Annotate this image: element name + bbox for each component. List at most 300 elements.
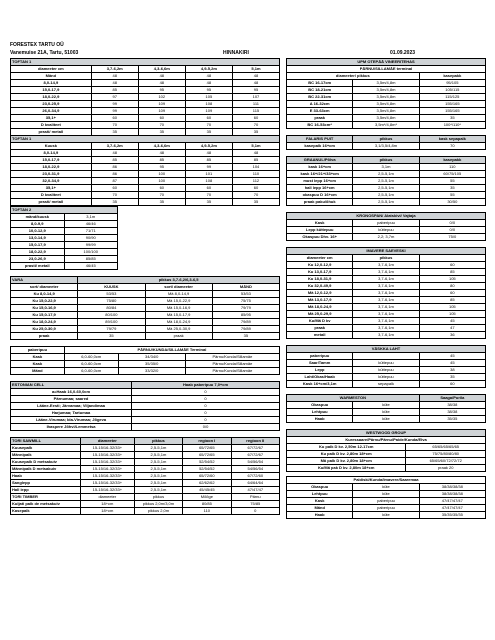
table-cell: 48 [91,80,138,87]
table-cell: 2,5-5,1m [353,199,419,206]
table-row [287,171,486,178]
column-header: diameeter [80,438,134,445]
table-cell: 52/54/52 [183,466,231,473]
table-cell: BC 18-21cm [287,87,353,94]
company-address: Vanemuise 21A, Tartu, 51003 [10,50,79,56]
table-cell: 3,7-6,1m [353,325,419,332]
section-subtitle: pikkus 3,7-6,2/6,3-6,5 [78,277,280,284]
table-row [287,269,486,276]
column-header: pikkus [353,136,419,143]
table-row [11,73,280,80]
table-cell: 35 [138,199,185,206]
table-cell: prasti/ metall [11,199,92,206]
table-cell: 15-15/16-32/33+ [80,459,134,466]
table-cell: 55 [419,178,485,185]
table-cell: Kask [11,354,65,361]
table-cell: 108 [185,178,232,185]
table-cell: 0/0 [419,227,485,234]
table-cell: 155/165 [419,108,485,115]
table-cell: 97 [91,94,138,101]
table-cell: Ku 18,0-24,9 [11,319,78,326]
table-cell: pikkus 2,0m/3,0m [134,501,182,508]
table-cell: küte [353,402,419,409]
table-cell: 35 [232,129,279,136]
table-cell: 115 [232,108,279,115]
table-cell: metall [287,332,353,339]
table-row [11,199,280,206]
table-row [11,164,280,171]
table-row [287,491,486,498]
table-cell: Ku 15,0-16,9 [11,305,78,312]
kronospan-table [286,212,486,241]
table-cell: 30/50 [419,199,485,206]
table-cell: 155/165 [419,101,485,108]
section-title: TOFTAN 2 [11,207,118,214]
table-cell: 10,0-12,9 [11,228,65,235]
table-cell: 79/89 [212,326,279,333]
table-row [11,192,280,199]
table-cell: TORI TIMBER [11,494,81,501]
section-subtitle: PÄRNU/SILLAMÄE terminal [287,66,486,73]
table-cell: 46/46 [64,221,118,228]
table-cell: BC 22-31cm [287,94,353,101]
column-header: sort/ diameeter [11,284,78,291]
table-cell: 3,7-6,1m [353,290,419,297]
table-cell: Okaspuu [287,484,353,491]
table-row [11,494,280,501]
table-row [287,416,486,423]
table-cell: 48 [232,150,279,157]
table-cell: 15,0-17,9 [11,242,65,249]
table-cell: Harjumaa; Tartumaa [11,410,132,417]
table-cell: 3,5m/4,8m [353,101,419,108]
section-title: TOFTAN 1 [11,136,280,143]
table-cell: 2,5-5,1m [353,171,419,178]
table-row [287,227,486,234]
table-cell: 15,0-17,9 [11,87,92,94]
table-cell: 48 [232,80,279,87]
table-cell: 2,5-5,1m [134,445,182,452]
table-cell: 100 [138,178,185,185]
table-cell: 60 [185,115,232,122]
column-header: PÄRNU/KUNDA/SILLAMÄE Terminal [64,347,279,354]
table-cell: 35 [78,333,145,340]
table-cell: Mä 12,0-12,9 [287,290,353,297]
table-cell: 48 [138,80,185,87]
table-cell: mänd/kuusk [11,214,65,221]
table-row [287,444,486,451]
table-cell: Haab [287,512,353,519]
table-row [11,221,118,228]
table-cell: Lehtpuu [287,491,353,498]
table-cell: 3,7-6,1m [353,311,419,318]
table-cell: küttepuu [353,227,419,234]
table-row [11,389,280,396]
table-row [287,157,486,164]
section-title: KRONOSPAN/ Alatskivi/ Vajtaja [287,213,486,220]
table-row [287,512,486,519]
table-row [11,417,280,424]
table-cell: 48 [91,150,138,157]
table-row [11,185,280,192]
column-header: pikkus [134,438,182,445]
table-cell: paberipuu [353,220,419,227]
vara-table [10,276,280,340]
table-cell: Kask [287,220,353,227]
table-cell: 85 [419,297,485,304]
table-row [11,319,280,326]
table-cell: Ku 18,0-31,9 [287,276,353,283]
table-cell: küte [353,512,419,519]
left-column [10,58,280,515]
column-header: diameeter cm [11,66,92,73]
column-header: 3,7-6,2m [91,66,138,73]
table-cell: Lääne-Virumaa; Ida-Virumaa; Jõgeva [11,417,132,424]
table-cell: 35,1+ [11,115,92,122]
table-cell: 100/100 [64,249,118,256]
table-row [287,94,486,101]
table-cell: 60 [91,185,138,192]
table-cell: 105/115 [419,87,485,94]
table-cell: Ku palk D kv. 2,80m 18+cm [287,451,406,458]
table-cell: Mõõge [183,494,231,501]
table-cell: 65/72/65 [183,452,231,459]
table-row [287,115,486,122]
table-cell: 108 [185,101,232,108]
table-cell: 47/47/47 [231,487,279,494]
table-row [287,374,486,381]
table-row [11,305,280,312]
table-cell: 2,5-5,1m [134,452,182,459]
table-cell: Männipalk D metsakuiv [11,466,81,473]
table-cell: 111 [232,101,279,108]
falaris-table [286,135,486,150]
table-cell: pikkus 2,0m [134,508,182,515]
table-cell: 53/53 [212,291,279,298]
table-cell: 38/38/38/38 [419,484,485,491]
table-cell: 45 [419,353,485,360]
table-cell: 45 [419,360,485,367]
table-cell: 109 [185,108,232,115]
toftan2-table [10,206,118,270]
table-cell: 15-15/16-32/33+ [80,445,134,452]
table-cell: Ku 13,0-17,9 [287,269,353,276]
table-cell: diameeter [80,494,134,501]
table-cell: 105 [419,276,485,283]
column-header: 3,7-6,2m [91,143,138,150]
table-cell: 3,7-6,1m [353,276,419,283]
table-cell: 70 [232,122,279,129]
table-cell: 6,0-60,0cm [64,354,118,361]
table-cell: 45/45/45 [183,487,231,494]
table-row [11,263,118,270]
table-row [11,424,280,431]
table-cell: 80 [419,283,485,290]
table-cell: 95 [185,87,232,94]
table-row [11,256,118,263]
table-cell: 26,0-34,9 [11,108,92,115]
table-cell: Mä 25,0-29,9 [287,311,353,318]
table-cell: Mänd [11,73,92,80]
table-row [287,409,486,416]
table-cell: Ku 32,0-49,9 [287,283,353,290]
table-cell: 0 [132,410,280,417]
table-cell: 0 [132,403,280,410]
table-cell: 55 [419,192,485,199]
table-cell: okaspuu D 16+cm [287,192,353,199]
table-cell: kask 16+/21+/33+cm [287,171,353,178]
table-cell: 23,0-31,9 [11,171,92,178]
table-cell: Pärnu/Kunda/Sillamäe [185,361,279,368]
table-row [287,283,486,290]
table-cell: 67/72/60 [231,473,279,480]
table-cell: BC 16-53cm* [287,122,353,129]
table-row [287,192,486,199]
column-header: 4,3-6,6m [138,66,185,73]
table-row [287,290,486,297]
table-cell: kasepakk [419,157,485,164]
table-cell: 48 [185,73,232,80]
table-cell: Ihaspere Jõhvi/Lemmetsa [11,424,132,431]
table-cell: 0 [132,389,280,396]
table-cell: 60 [138,185,185,192]
table-row [287,297,486,304]
table-cell: 54/56/54 [231,459,279,466]
table-cell: Ku 8,0-14,9 [11,291,78,298]
table-cell: Pärnu/Kunda/Sillamäe [185,354,279,361]
table-cell: 62/62/62 [183,480,231,487]
section-title: VARA [11,277,78,284]
table-cell: D kvaliteet [11,192,92,199]
table-cell: 85 [419,269,485,276]
table-cell: paberipuu [287,353,353,360]
table-cell: 3,7-6,1m [353,332,419,339]
table-cell: Kuljati palk de metsakuiv [11,501,81,508]
section-title: Paldiski/Kunda/Imavere/Saaremaa [287,477,486,484]
table-cell: 60/75/105 [419,171,485,178]
warmeston-table [286,394,486,423]
table-cell: 38/38/38/38 [419,491,485,498]
table-cell: 65/72/65 [183,445,231,452]
table-row [287,332,486,339]
column-header: regioon II [231,438,279,445]
table-cell: 23,0-26,9 [11,256,65,263]
table-cell: Lääne-Eesti; Järvamaa; Viljandimaa [11,403,132,410]
table-cell: praak 20 [406,465,486,472]
section-title: UPM OTEPÄÄ VINEERITEHAS [287,59,486,66]
table-cell: 67/72/67 [231,452,279,459]
table-cell: 104 [232,164,279,171]
table-cell: Kuusepalk [11,445,81,452]
table-cell: 70 [185,122,232,129]
table-row [11,171,280,178]
table-cell: 99 [91,101,138,108]
table-row [287,325,486,332]
table-cell: Ku 25,0-30,9 [11,326,78,333]
right-column [286,58,486,519]
table-cell: 35 [138,129,185,136]
table-cell: 15,0-17,9 [11,157,92,164]
table-cell: Kuusepalk D metsakuiv [11,459,81,466]
table-cell: pikkus [134,494,182,501]
graanul-table [286,156,486,206]
table-cell: 86 [91,164,138,171]
table-cell: Mä 18,0-24,9 [145,319,212,326]
table-row [11,473,280,480]
table-cell: 46/45 [64,263,118,270]
column-header: 4,3-6,6m [138,143,185,150]
table-cell: 54/56/54 [231,466,279,473]
table-cell: Okaspuu [287,402,353,409]
table-cell: 100*/110* [419,122,485,129]
imavere-table [286,247,486,339]
table-cell: Mä 15,0-16,9 [145,305,212,312]
table-row [287,451,486,458]
table-row [287,505,486,512]
section-title: WARMESTON [287,395,420,402]
table-cell: Mä 8,0-14,9 [145,291,212,298]
table-cell: 3,1m [353,164,419,171]
table-row [11,242,118,249]
table-cell: 15-15/16-32/33+ [80,466,134,473]
table-cell: 38/38 [419,402,485,409]
table-cell: 35 [185,199,232,206]
table-cell: 48 [91,73,138,80]
table-row [287,360,486,367]
table-cell: 35 [91,129,138,136]
table-cell: 75/0 [419,234,485,241]
table-cell: 0/0 [419,220,485,227]
table-cell: 35/35/35/35 [419,512,485,519]
table-cell: 110 [183,508,231,515]
table-cell: 3,7-6,1m [353,304,419,311]
table-cell: 35 [212,333,279,340]
table-cell: Okaspuu Dhv. 16+ [287,234,353,241]
table-cell: praak [287,325,353,332]
table-cell: 35,1+ [11,185,92,192]
table-cell: kasepalk 16+cm [287,143,353,150]
table-cell: 2,5-5,1m [353,185,419,192]
table-cell: 95 [232,87,279,94]
table-cell: küte [353,491,419,498]
table-cell: küte [353,416,419,423]
table-cell: 110 [419,164,485,171]
table-row [11,410,280,417]
table-row [11,249,118,256]
table-cell: 15-15/16-32/33+ [80,480,134,487]
table-row [287,498,486,505]
table-row [11,178,280,185]
table-cell: Mä 15,0-22,9 [145,298,212,305]
table-cell: 85 [185,157,232,164]
company-name: FORESTEX TARTU OÜ [10,42,64,48]
table-cell: 60 [185,185,232,192]
table-row [11,122,280,129]
table-cell: 75/75/80/80/80 [406,451,486,458]
estonian-cell-table [10,381,280,431]
table-cell: 18,0-22,9 [11,164,92,171]
table-cell: Männipalk [11,452,81,459]
table-cell: Mä 13,0-17,9 [287,297,353,304]
table-cell: 107 [232,94,279,101]
table-cell: 86 [91,171,138,178]
table-cell: prasti/ metall [11,263,65,270]
table-cell: 85/85 [64,256,118,263]
table-row [287,143,486,150]
column-header: Saaga/Purila [419,395,485,402]
table-cell: Ku 15,0-17,9 [11,312,78,319]
table-cell: Lepp küttepuu [287,227,353,234]
column-header: Kuusk [11,143,92,150]
table-row [11,108,280,115]
table-row [11,445,280,452]
table-cell: GRAANUL/Põlva [287,157,353,164]
upm-table [286,58,486,129]
document-date: 01.09.2023 [390,50,416,56]
table-row [11,452,280,459]
table-row [287,199,486,206]
table-cell: küte [353,484,419,491]
table-cell: 18,0-22,9 [11,94,92,101]
table-cell: 0 [132,417,280,424]
table-cell: 35 [232,199,279,206]
table-row [287,122,486,129]
table-cell: 38/38 [419,409,485,416]
table-cell: 18,0-22,9 [11,249,65,256]
table-cell: 36 [419,332,485,339]
column-header: diameeter cm [287,255,353,262]
table-cell: 60 [232,115,279,122]
table-cell: 99 [91,108,138,115]
table-cell: 95 [138,87,185,94]
table-cell: Mä 15,0-17,9 [145,312,212,319]
table-cell: 47/47/47/47 [419,505,485,512]
toftan1-table [10,58,280,206]
table-cell: 90/90 [64,235,118,242]
table-cell: 35 [419,185,485,192]
table-cell: 85 [91,157,138,164]
table-cell: 18+cm [80,508,134,515]
table-cell: Kask 16+cm/3,1m [287,381,353,388]
table-row [11,157,280,164]
table-cell: 0/0 [132,424,280,431]
paberipuu-table [10,346,280,375]
table-cell: 109 [138,101,185,108]
table-row [11,368,280,375]
section-title: VÄSKKA LAHT [287,346,486,353]
table-row [11,396,280,403]
table-cell: 33/32/0 [118,368,185,375]
paldiski-table [286,476,486,519]
table-cell: 60 [419,381,485,388]
table-row [287,164,486,171]
table-cell: 65/65/65/65/65 [406,444,486,451]
column-header: regioon I [183,438,231,445]
table-cell: 35 [185,129,232,136]
table-row [287,381,486,388]
section-title: WESTWOOD GROUP [287,430,486,437]
table-cell: 95/105 [419,80,485,87]
table-cell: Pärnu/Kunda/Sillamäe [185,368,279,375]
table-cell: 79/89 [212,319,279,326]
table-cell: 34/34/0 [118,354,185,361]
table-row [287,353,486,360]
table-row [287,262,486,269]
table-cell: 80/84 [78,305,145,312]
table-cell: 0 [132,396,280,403]
table-row [11,115,280,122]
table-cell: 80/100 [78,312,145,319]
